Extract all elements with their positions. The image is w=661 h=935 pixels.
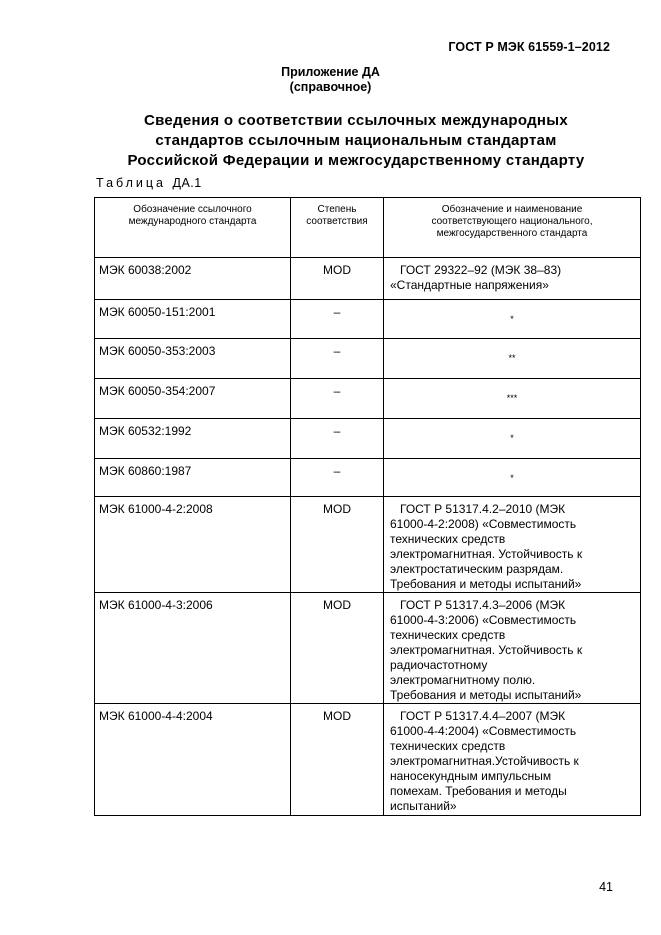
cell-degree: MOD [291, 704, 384, 816]
cell-national-footnote-mark: * [384, 300, 641, 339]
cell-standard: МЭК 61000-4-3:2006 [95, 593, 291, 704]
cell-national-footnote-mark: *** [384, 379, 641, 419]
national-line: электростатическим разрядам. [390, 562, 564, 576]
header-text: Обозначение и наименование [441, 204, 583, 215]
appendix-type: (справочное) [289, 80, 372, 94]
appendix-title: Приложение ДА [281, 65, 380, 79]
national-line: электромагнитному полю. [390, 673, 536, 687]
table-caption [96, 176, 202, 190]
table-row [95, 704, 641, 816]
header-text: международного стандарта [128, 216, 257, 227]
cell-standard: МЭК 61000-4-2:2008 [95, 497, 291, 593]
cell-standard: МЭК 60050-354:2007 [95, 379, 291, 419]
national-line: технических средств [390, 628, 506, 642]
table-row [95, 459, 641, 497]
cell-national-footnote-mark: * [384, 419, 641, 459]
national-line: электромагнитная.Устойчивость к [390, 754, 579, 768]
header-text: Степень [317, 204, 357, 215]
national-line: радиочастотному [390, 658, 488, 672]
cell-degree: – [291, 459, 384, 497]
national-line: технических средств [390, 739, 506, 753]
header-text: соответствующего национального, [431, 216, 593, 227]
correspondence-table [94, 197, 641, 816]
header-degree [291, 198, 384, 258]
national-line: испытаний» [390, 799, 457, 813]
cell-degree: MOD [291, 258, 384, 300]
table-caption-word: Таблица [96, 176, 167, 190]
national-line: ГОСТ Р 51317.4.2–2010 (МЭК [400, 502, 566, 516]
cell-standard: МЭК 61000-4-4:2004 [95, 704, 291, 816]
cell-degree: – [291, 379, 384, 419]
cell-national [384, 258, 641, 300]
national-line: электромагнитная. Устойчивость к [390, 643, 583, 657]
table-row [95, 258, 641, 300]
national-line: электромагнитная. Устойчивость к [390, 547, 583, 561]
national-line: ГОСТ 29322–92 (МЭК 38–83) [400, 263, 562, 277]
header-text: межгосударственного стандарта [436, 228, 588, 239]
cell-national [384, 704, 641, 816]
table-caption-number: ДА.1 [172, 176, 202, 190]
table-row [95, 497, 641, 593]
header-text: соответствия [306, 216, 368, 227]
national-line: помехам. Требования и методы [390, 784, 567, 798]
cell-standard: МЭК 60860:1987 [95, 459, 291, 497]
table-header-row [95, 198, 641, 258]
title-line-2: стандартов ссылочным национальным стандартам [155, 132, 557, 149]
national-line: Требования и методы испытаний» [390, 577, 582, 591]
table-row [95, 300, 641, 339]
cell-standard: МЭК 60532:1992 [95, 419, 291, 459]
national-line: ГОСТ Р 51317.4.3–2006 (МЭК [400, 598, 566, 612]
cell-degree: MOD [291, 593, 384, 704]
table-row [95, 379, 641, 419]
header-national-standard [384, 198, 641, 258]
title-line-3: Российской Федерации и межгосударственному стандарту [127, 152, 585, 169]
header-text: Обозначение ссылочного [133, 204, 252, 215]
cell-standard: МЭК 60038:2002 [95, 258, 291, 300]
cell-degree: – [291, 339, 384, 379]
cell-national [384, 593, 641, 704]
main-title [60, 111, 652, 171]
cell-national-footnote-mark: * [384, 459, 641, 497]
cell-standard: МЭК 60050-151:2001 [95, 300, 291, 339]
document-header: ГОСТ Р МЭК 61559-1–2012 [448, 40, 610, 54]
national-line: наносекундным импульсным [390, 769, 552, 783]
appendix-heading [0, 65, 661, 95]
header-international-standard [95, 198, 291, 258]
cell-degree: – [291, 300, 384, 339]
national-line: Требования и методы испытаний» [390, 688, 582, 702]
national-line: 61000-4-3:2006) «Совместимость [390, 613, 577, 627]
national-line: технических средств [390, 532, 506, 546]
page-number: 41 [599, 880, 613, 894]
title-line-1: Сведения о соответствии ссылочных международных [143, 112, 569, 129]
national-line: 61000-4-2:2008) «Совместимость [390, 517, 577, 531]
cell-degree: – [291, 419, 384, 459]
table-row [95, 593, 641, 704]
national-line: «Стандартные напряжения» [390, 278, 549, 292]
national-line: ГОСТ Р 51317.4.4–2007 (МЭК [400, 709, 566, 723]
cell-national-footnote-mark: ** [384, 339, 641, 379]
cell-degree: MOD [291, 497, 384, 593]
cell-standard: МЭК 60050-353:2003 [95, 339, 291, 379]
national-line: 61000-4-4:2004) «Совместимость [390, 724, 577, 738]
table-row [95, 339, 641, 379]
table-row [95, 419, 641, 459]
cell-national [384, 497, 641, 593]
